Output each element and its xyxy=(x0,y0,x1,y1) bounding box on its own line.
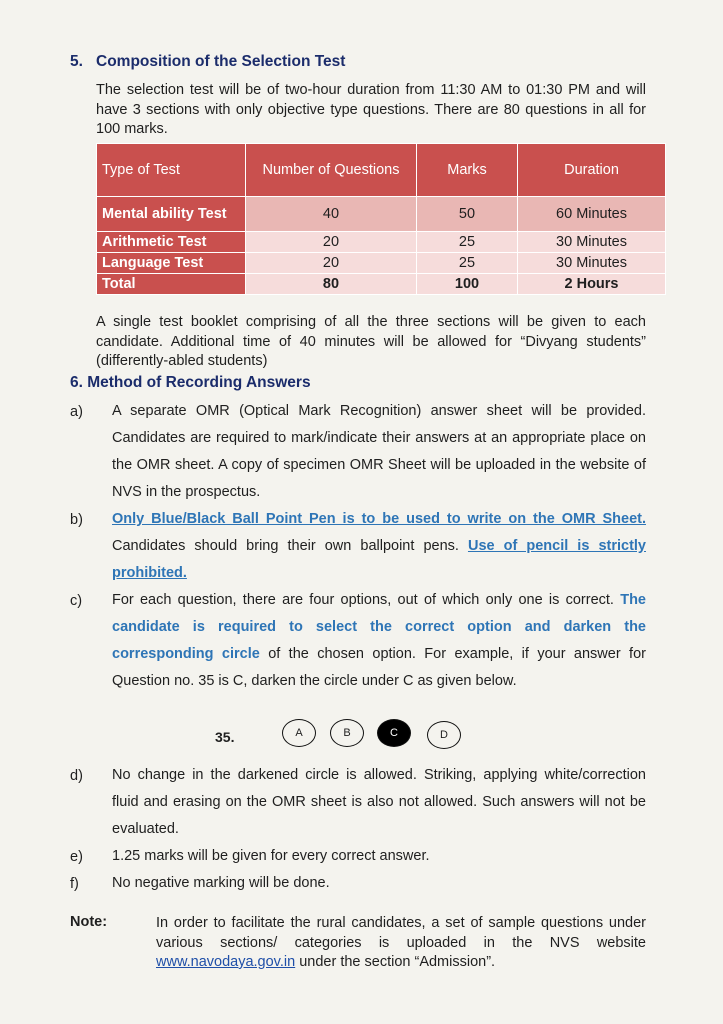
darken-circle-emphasis: The candidate is required to select the correct option and darken the corresponding circle xyxy=(112,592,646,662)
table-row-total xyxy=(97,274,666,295)
table-cell: Arithmetic Test xyxy=(97,232,246,253)
item-e-text: 1.25 marks will be given for every correct answer. xyxy=(112,848,430,864)
example-question-number: 35. xyxy=(215,729,235,745)
item-c-text xyxy=(112,587,646,695)
table-cell: 60 Minutes xyxy=(518,197,666,232)
note-label: Note: xyxy=(70,914,108,930)
item-b-body: Candidates should bring their own ballpoint pens. xyxy=(112,538,468,554)
table-cell: 50 xyxy=(417,197,518,232)
item-f-letter: f) xyxy=(70,876,79,892)
table-cell: 20 xyxy=(246,232,417,253)
item-a-text: A separate OMR (Optical Mark Recognition) answer sheet will be provided. Candidates are required to mark/indicate their answers at an appropriate place on the OMR sheet. A copy of specimen OMR Sheet will be uploaded in the website of NVS in the prospectus. xyxy=(112,403,646,500)
table-cell: 40 xyxy=(246,197,417,232)
section-6-title: 6. Method of Recording Answers xyxy=(70,374,311,391)
table-cell: Mental ability Test xyxy=(97,197,246,232)
table-cell: Language Test xyxy=(97,253,246,274)
note-body-1: In order to facilitate the rural candidates, a set of sample questions under various sections/ categories is uploaded in the NVS website xyxy=(156,915,646,951)
pencil-prohibited-emphasis: Use of pencil is strictly prohibited. xyxy=(112,538,646,581)
option-a-bubble: A xyxy=(282,719,316,747)
option-d-bubble: D xyxy=(427,721,461,749)
item-f-text: No negative marking will be done. xyxy=(112,875,330,891)
item-c-letter: c) xyxy=(70,593,83,609)
item-b-text xyxy=(112,506,646,587)
note-text xyxy=(156,914,646,973)
table-cell: 30 Minutes xyxy=(518,253,666,274)
item-d-letter: d) xyxy=(70,768,83,784)
pen-requirement-emphasis: Only Blue/Black Ball Point Pen is to be used to write on the OMR Sheet. xyxy=(112,511,646,527)
table-row xyxy=(97,232,666,253)
item-d-text: No change in the darkened circle is allowed. Striking, applying white/correction fluid and erasing on the OMR sheet is also not allowed. Such answers will not be evaluated. xyxy=(112,767,646,837)
item-e-letter: e) xyxy=(70,849,83,865)
table-cell: 30 Minutes xyxy=(518,232,666,253)
item-a-letter: a) xyxy=(70,404,83,420)
table-row xyxy=(97,253,666,274)
section-5-after-table: A single test booklet comprising of all the three sections will be given to each candidate. Additional time of 40 minutes will be allowed for “Divyang students” (differently-abled students) xyxy=(96,314,646,369)
header-marks: Marks xyxy=(417,144,518,197)
section-5-number: 5. xyxy=(70,53,83,70)
table-cell: 25 xyxy=(417,232,518,253)
section-5-title: Composition of the Selection Test xyxy=(96,53,346,70)
table-cell: 20 xyxy=(246,253,417,274)
option-c-bubble-filled: C xyxy=(377,719,411,747)
option-b-bubble: B xyxy=(330,719,364,747)
header-number-of-questions: Number of Questions xyxy=(246,144,417,197)
item-c-body-2: of the chosen option. For example, if your answer for Question no. 35 is C, darken the circle under C as given below. xyxy=(112,646,646,689)
table-cell: 100 xyxy=(417,274,518,295)
header-type-of-test: Type of Test xyxy=(97,144,246,197)
table-cell: 25 xyxy=(417,253,518,274)
selection-test-table xyxy=(96,143,666,295)
item-c-body-1: For each question, there are four options, out of which only one is correct. xyxy=(112,592,621,608)
header-duration: Duration xyxy=(518,144,666,197)
section-5-intro: The selection test will be of two-hour duration from 11:30 AM to 01:30 PM and will have 3 sections with only objective type questions. There are 80 questions in all for 100 marks. xyxy=(96,82,646,137)
note-body-2: under the section “Admission”. xyxy=(295,954,496,970)
table-row xyxy=(97,197,666,232)
table-cell: 2 Hours xyxy=(518,274,666,295)
item-b-letter: b) xyxy=(70,512,83,528)
table-cell: 80 xyxy=(246,274,417,295)
table-header-row xyxy=(97,144,666,197)
nvs-website-link[interactable]: www.navodaya.gov.in xyxy=(156,954,296,970)
table-cell: Total xyxy=(97,274,246,295)
